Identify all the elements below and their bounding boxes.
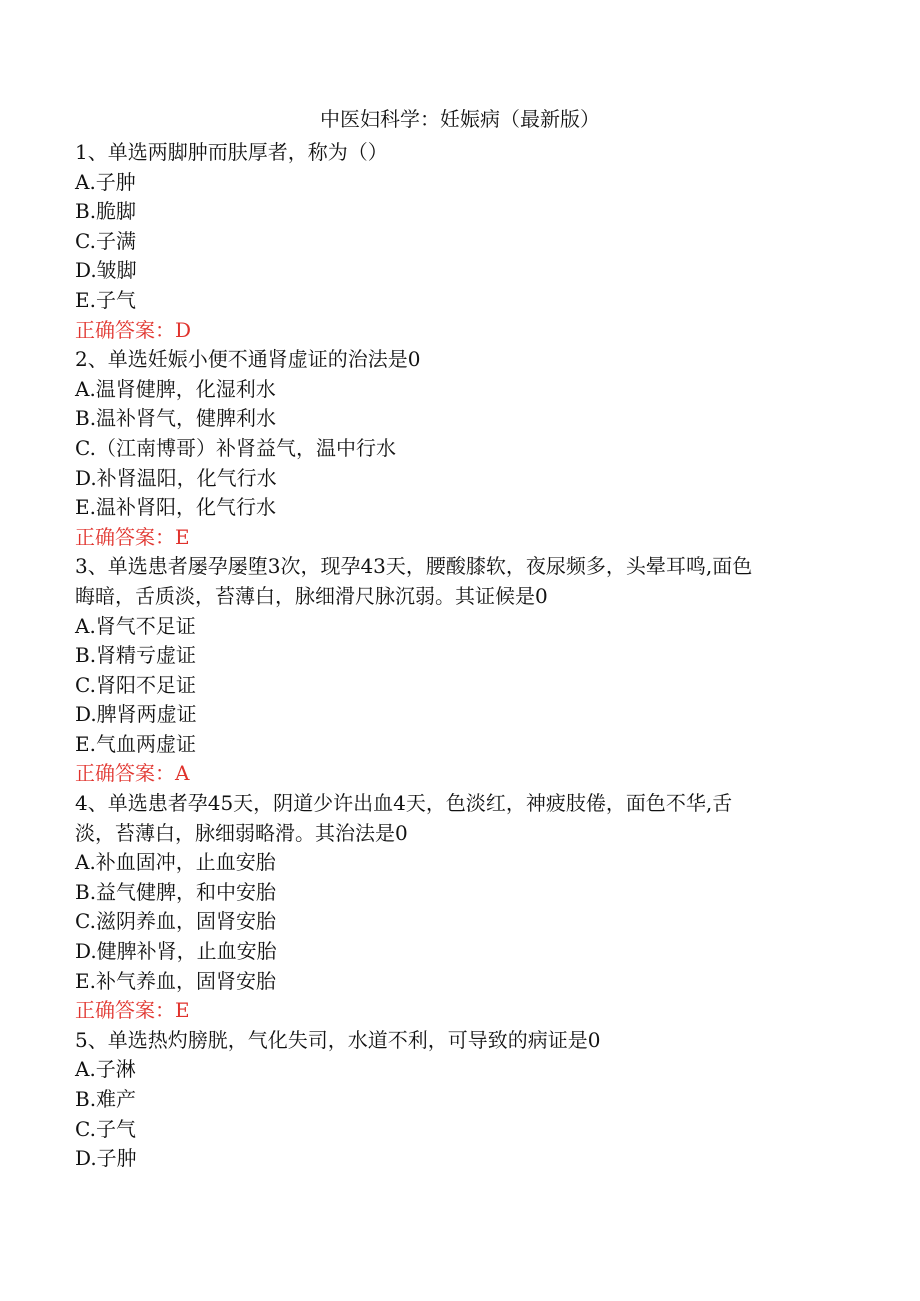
option-e: E.气血两虚证 xyxy=(75,731,196,756)
answer-prefix: 正确答案： xyxy=(75,317,175,342)
option-c: C.子气 xyxy=(75,1116,136,1141)
option-b: B.肾精亏虚证 xyxy=(75,643,197,668)
option-a: A.补血固冲，止血安胎 xyxy=(75,850,276,875)
question-stem-line-1: 4、单选患者孕45天，阴道少许出血4天，色淡红，神疲肢倦，面色不华,舌 xyxy=(75,791,733,816)
question-stem: 1、单选两脚肿而肤厚者，称为（） xyxy=(75,140,388,164)
answer-prefix: 正确答案： xyxy=(75,998,175,1023)
question-5 xyxy=(75,1026,835,1174)
option-d: D.子肿 xyxy=(75,1146,137,1171)
option-e: E.子气 xyxy=(75,287,136,312)
option-d: D.补肾温阳，化气行水 xyxy=(75,465,277,490)
option-a: A.子肿 xyxy=(75,169,136,194)
question-stem-line-2: 晦暗，舌质淡，苔薄白，脉细滑尺脉沉弱。其证候是0 xyxy=(75,583,548,608)
option-b: B.益气健脾，和中安胎 xyxy=(75,879,277,904)
correct-answer xyxy=(75,996,835,1026)
question-list xyxy=(75,138,835,1174)
option-d: D.健脾补肾，止血安胎 xyxy=(75,939,277,964)
document-title: 中医妇科学：妊娠病（最新版） xyxy=(320,107,600,131)
option-b: B.脆脚 xyxy=(75,199,137,224)
correct-answer xyxy=(75,759,835,789)
question-stem: 5、单选热灼膀胱，气化失司，水道不利，可导致的病证是0 xyxy=(75,1027,601,1052)
answer-value: E xyxy=(175,524,190,549)
correct-answer xyxy=(75,523,835,553)
question-4 xyxy=(75,789,835,1026)
answer-value: A xyxy=(175,761,190,786)
option-a: A.肾气不足证 xyxy=(75,613,196,638)
option-c: C.子满 xyxy=(75,228,136,253)
option-a: A.子淋 xyxy=(75,1057,136,1082)
question-stem: 2、单选妊娠小便不通肾虚证的治法是0 xyxy=(75,347,421,372)
option-c: C.肾阳不足证 xyxy=(75,672,196,697)
option-e: E.温补肾阳，化气行水 xyxy=(75,495,276,520)
option-e: E.补气养血，固肾安胎 xyxy=(75,968,276,993)
correct-answer xyxy=(75,316,835,346)
answer-value: D xyxy=(175,317,192,342)
question-2 xyxy=(75,345,835,552)
question-stem-line-1: 3、单选患者屡孕屡堕3次，现孕43天，腰酸膝软，夜尿频多，头晕耳鸣,面色 xyxy=(75,554,753,579)
answer-prefix: 正确答案： xyxy=(75,761,175,786)
option-b: B.温补肾气，健脾利水 xyxy=(75,406,277,431)
option-c: C.（江南博哥）补肾益气，温中行水 xyxy=(75,435,396,460)
question-1 xyxy=(75,138,835,345)
option-d: D.脾肾两虚证 xyxy=(75,702,197,727)
question-stem-line-2: 淡，苔薄白，脉细弱略滑。其治法是0 xyxy=(75,820,408,845)
answer-value: E xyxy=(175,998,190,1023)
answer-prefix: 正确答案： xyxy=(75,524,175,549)
option-a: A.温肾健脾，化湿利水 xyxy=(75,376,276,401)
option-c: C.滋阴养血，固肾安胎 xyxy=(75,909,276,934)
option-d: D.皱脚 xyxy=(75,258,137,283)
question-3 xyxy=(75,552,835,789)
option-b: B.难产 xyxy=(75,1087,137,1111)
